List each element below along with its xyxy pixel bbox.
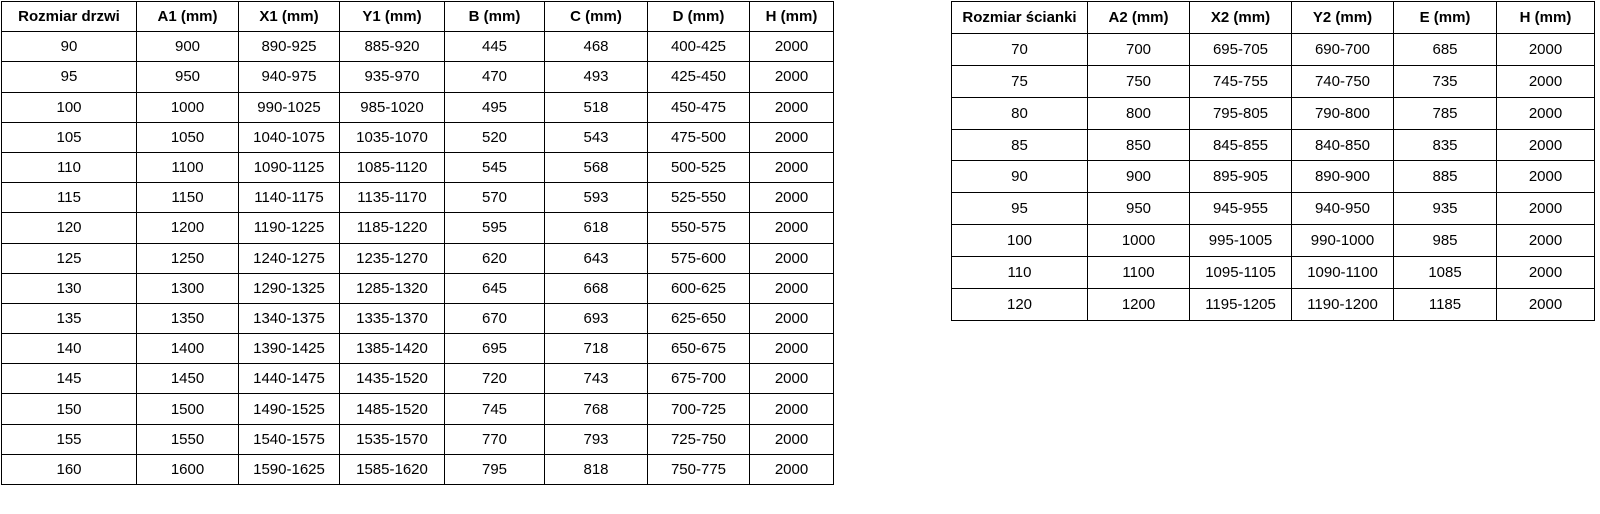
table-row	[2, 334, 834, 364]
wall-table-header	[952, 2, 1595, 34]
table-cell: 2000	[750, 92, 834, 122]
table-cell: 570	[445, 183, 545, 213]
table-cell: 985-1020	[340, 92, 445, 122]
table-row	[2, 152, 834, 182]
table-cell: 1600	[137, 454, 239, 484]
table-row	[952, 97, 1595, 129]
table-cell: 100	[952, 225, 1088, 257]
table-cell: 1190-1225	[239, 213, 340, 243]
table-cell: 768	[545, 394, 648, 424]
table-cell: 1285-1320	[340, 273, 445, 303]
table-cell: 2000	[750, 454, 834, 484]
table-row	[2, 62, 834, 92]
table-cell: 70	[952, 33, 1088, 65]
table-cell: 2000	[750, 213, 834, 243]
table-cell: 2000	[750, 394, 834, 424]
table-cell: 2000	[1497, 225, 1595, 257]
table-cell: 950	[137, 62, 239, 92]
table-cell: 2000	[750, 32, 834, 62]
table-row	[952, 161, 1595, 193]
table-cell: 155	[2, 424, 137, 454]
table-cell: 740-750	[1292, 65, 1394, 97]
table-cell: 90	[952, 161, 1088, 193]
column-header: H (mm)	[1497, 2, 1595, 34]
table-cell: 885-920	[340, 32, 445, 62]
table-cell: 725-750	[648, 424, 750, 454]
table-cell: 525-550	[648, 183, 750, 213]
table-cell: 668	[545, 273, 648, 303]
table-cell: 1335-1370	[340, 303, 445, 333]
table-cell: 1385-1420	[340, 334, 445, 364]
table-cell: 2000	[1497, 65, 1595, 97]
table-cell: 1300	[137, 273, 239, 303]
table-cell: 770	[445, 424, 545, 454]
table-row	[2, 394, 834, 424]
column-header: Y2 (mm)	[1292, 2, 1394, 34]
table-cell: 1485-1520	[340, 394, 445, 424]
table-row	[2, 364, 834, 394]
table-cell: 2000	[1497, 193, 1595, 225]
table-cell: 1095-1105	[1190, 257, 1292, 289]
table-cell: 840-850	[1292, 129, 1394, 161]
table-cell: 745-755	[1190, 65, 1292, 97]
table-cell: 2000	[1497, 161, 1595, 193]
column-header: H (mm)	[750, 2, 834, 32]
table-cell: 1100	[1088, 257, 1190, 289]
table-cell: 685	[1394, 33, 1497, 65]
table-cell: 1100	[137, 152, 239, 182]
table-cell: 670	[445, 303, 545, 333]
table-cell: 1000	[137, 92, 239, 122]
column-header: X1 (mm)	[239, 2, 340, 32]
table-cell: 1400	[137, 334, 239, 364]
table-cell: 2000	[1497, 129, 1595, 161]
table-cell: 1250	[137, 243, 239, 273]
table-cell: 1085	[1394, 257, 1497, 289]
table-cell: 850	[1088, 129, 1190, 161]
table-cell: 1200	[137, 213, 239, 243]
table-cell: 1040-1075	[239, 122, 340, 152]
column-header: E (mm)	[1394, 2, 1497, 34]
column-header: C (mm)	[545, 2, 648, 32]
table-cell: 600-625	[648, 273, 750, 303]
table-row	[952, 289, 1595, 321]
table-cell: 990-1000	[1292, 225, 1394, 257]
table-cell: 120	[2, 213, 137, 243]
table-cell: 493	[545, 62, 648, 92]
table-cell: 2000	[1497, 97, 1595, 129]
table-cell: 745	[445, 394, 545, 424]
table-cell: 450-475	[648, 92, 750, 122]
table-cell: 735	[1394, 65, 1497, 97]
table-cell: 1235-1270	[340, 243, 445, 273]
table-cell: 575-600	[648, 243, 750, 273]
header-row	[952, 2, 1595, 34]
door-table-header	[2, 2, 834, 32]
table-cell: 125	[2, 243, 137, 273]
table-cell: 750-775	[648, 454, 750, 484]
table-cell: 593	[545, 183, 648, 213]
table-cell: 935	[1394, 193, 1497, 225]
table-cell: 1150	[137, 183, 239, 213]
column-header: X2 (mm)	[1190, 2, 1292, 34]
column-header: Y1 (mm)	[340, 2, 445, 32]
table-row	[952, 193, 1595, 225]
table-cell: 1185-1220	[340, 213, 445, 243]
table-cell: 75	[952, 65, 1088, 97]
table-cell: 2000	[1497, 257, 1595, 289]
table-row	[952, 257, 1595, 289]
table-row	[2, 303, 834, 333]
table-cell: 135	[2, 303, 137, 333]
table-cell: 1200	[1088, 289, 1190, 321]
table-cell: 1190-1200	[1292, 289, 1394, 321]
table-cell: 110	[2, 152, 137, 182]
table-cell: 110	[952, 257, 1088, 289]
table-cell: 1490-1525	[239, 394, 340, 424]
table-cell: 985	[1394, 225, 1497, 257]
table-cell: 1550	[137, 424, 239, 454]
table-cell: 445	[445, 32, 545, 62]
column-header: D (mm)	[648, 2, 750, 32]
table-cell: 845-855	[1190, 129, 1292, 161]
table-cell: 1390-1425	[239, 334, 340, 364]
table-cell: 105	[2, 122, 137, 152]
table-cell: 1140-1175	[239, 183, 340, 213]
table-cell: 495	[445, 92, 545, 122]
table-cell: 2000	[750, 152, 834, 182]
table-cell: 935-970	[340, 62, 445, 92]
table-cell: 2000	[750, 334, 834, 364]
wall-table-body	[952, 33, 1595, 320]
table-cell: 945-955	[1190, 193, 1292, 225]
table-cell: 785	[1394, 97, 1497, 129]
table-cell: 900	[137, 32, 239, 62]
table-cell: 85	[952, 129, 1088, 161]
table-cell: 1535-1570	[340, 424, 445, 454]
table-cell: 520	[445, 122, 545, 152]
table-row	[2, 243, 834, 273]
table-cell: 2000	[750, 303, 834, 333]
table-cell: 475-500	[648, 122, 750, 152]
table-cell: 568	[545, 152, 648, 182]
table-cell: 95	[2, 62, 137, 92]
table-row	[952, 33, 1595, 65]
table-row	[952, 225, 1595, 257]
table-cell: 1540-1575	[239, 424, 340, 454]
table-cell: 130	[2, 273, 137, 303]
column-header: A1 (mm)	[137, 2, 239, 32]
table-cell: 795-805	[1190, 97, 1292, 129]
table-cell: 2000	[750, 364, 834, 394]
table-cell: 795	[445, 454, 545, 484]
table-cell: 1195-1205	[1190, 289, 1292, 321]
table-cell: 1000	[1088, 225, 1190, 257]
table-cell: 470	[445, 62, 545, 92]
table-cell: 425-450	[648, 62, 750, 92]
column-header: Rozmiar drzwi	[2, 2, 137, 32]
table-cell: 80	[952, 97, 1088, 129]
table-cell: 645	[445, 273, 545, 303]
table-cell: 700-725	[648, 394, 750, 424]
column-header: Rozmiar ścianki	[952, 2, 1088, 34]
table-cell: 1050	[137, 122, 239, 152]
table-cell: 2000	[750, 424, 834, 454]
table-cell: 790-800	[1292, 97, 1394, 129]
header-row	[2, 2, 834, 32]
table-cell: 693	[545, 303, 648, 333]
table-cell: 1350	[137, 303, 239, 333]
table-cell: 895-905	[1190, 161, 1292, 193]
table-cell: 675-700	[648, 364, 750, 394]
table-cell: 545	[445, 152, 545, 182]
table-cell: 1500	[137, 394, 239, 424]
table-cell: 500-525	[648, 152, 750, 182]
table-cell: 2000	[750, 273, 834, 303]
table-cell: 890-925	[239, 32, 340, 62]
table-cell: 1290-1325	[239, 273, 340, 303]
door-dimensions-table	[1, 1, 834, 485]
column-header: A2 (mm)	[1088, 2, 1190, 34]
table-row	[2, 32, 834, 62]
table-cell: 890-900	[1292, 161, 1394, 193]
table-cell: 800	[1088, 97, 1190, 129]
table-cell: 625-650	[648, 303, 750, 333]
table-cell: 900	[1088, 161, 1190, 193]
table-cell: 115	[2, 183, 137, 213]
table-cell: 1085-1120	[340, 152, 445, 182]
table-cell: 2000	[1497, 33, 1595, 65]
table-cell: 595	[445, 213, 545, 243]
table-cell: 400-425	[648, 32, 750, 62]
table-cell: 1450	[137, 364, 239, 394]
table-cell: 1035-1070	[340, 122, 445, 152]
table-row	[2, 424, 834, 454]
table-cell: 90	[2, 32, 137, 62]
table-cell: 700	[1088, 33, 1190, 65]
table-row	[952, 129, 1595, 161]
table-row	[2, 273, 834, 303]
table-cell: 1440-1475	[239, 364, 340, 394]
table-cell: 2000	[750, 62, 834, 92]
table-cell: 145	[2, 364, 137, 394]
table-cell: 720	[445, 364, 545, 394]
table-cell: 940-975	[239, 62, 340, 92]
table-cell: 1340-1375	[239, 303, 340, 333]
table-cell: 743	[545, 364, 648, 394]
table-cell: 468	[545, 32, 648, 62]
table-cell: 818	[545, 454, 648, 484]
table-cell: 1240-1275	[239, 243, 340, 273]
table-cell: 695-705	[1190, 33, 1292, 65]
table-cell: 543	[545, 122, 648, 152]
table-cell: 160	[2, 454, 137, 484]
column-header: B (mm)	[445, 2, 545, 32]
table-cell: 1185	[1394, 289, 1497, 321]
table-cell: 2000	[750, 183, 834, 213]
table-cell: 990-1025	[239, 92, 340, 122]
table-cell: 690-700	[1292, 33, 1394, 65]
table-cell: 620	[445, 243, 545, 273]
table-cell: 643	[545, 243, 648, 273]
table-row	[2, 183, 834, 213]
table-cell: 835	[1394, 129, 1497, 161]
table-cell: 995-1005	[1190, 225, 1292, 257]
table-cell: 1435-1520	[340, 364, 445, 394]
table-row	[952, 65, 1595, 97]
table-cell: 750	[1088, 65, 1190, 97]
table-cell: 885	[1394, 161, 1497, 193]
table-cell: 793	[545, 424, 648, 454]
table-cell: 695	[445, 334, 545, 364]
table-cell: 150	[2, 394, 137, 424]
table-cell: 2000	[750, 122, 834, 152]
table-cell: 1585-1620	[340, 454, 445, 484]
table-row	[2, 92, 834, 122]
table-row	[2, 213, 834, 243]
table-cell: 650-675	[648, 334, 750, 364]
table-cell: 518	[545, 92, 648, 122]
table-cell: 618	[545, 213, 648, 243]
table-cell: 100	[2, 92, 137, 122]
table-cell: 1590-1625	[239, 454, 340, 484]
table-cell: 950	[1088, 193, 1190, 225]
table-cell: 940-950	[1292, 193, 1394, 225]
table-cell: 1135-1170	[340, 183, 445, 213]
table-cell: 120	[952, 289, 1088, 321]
table-cell: 2000	[750, 243, 834, 273]
table-row	[2, 454, 834, 484]
table-row	[2, 122, 834, 152]
table-cell: 550-575	[648, 213, 750, 243]
door-table-body	[2, 32, 834, 485]
table-cell: 1090-1100	[1292, 257, 1394, 289]
wall-dimensions-table	[951, 1, 1595, 321]
table-cell: 1090-1125	[239, 152, 340, 182]
table-cell: 95	[952, 193, 1088, 225]
table-cell: 140	[2, 334, 137, 364]
table-cell: 2000	[1497, 289, 1595, 321]
table-cell: 718	[545, 334, 648, 364]
